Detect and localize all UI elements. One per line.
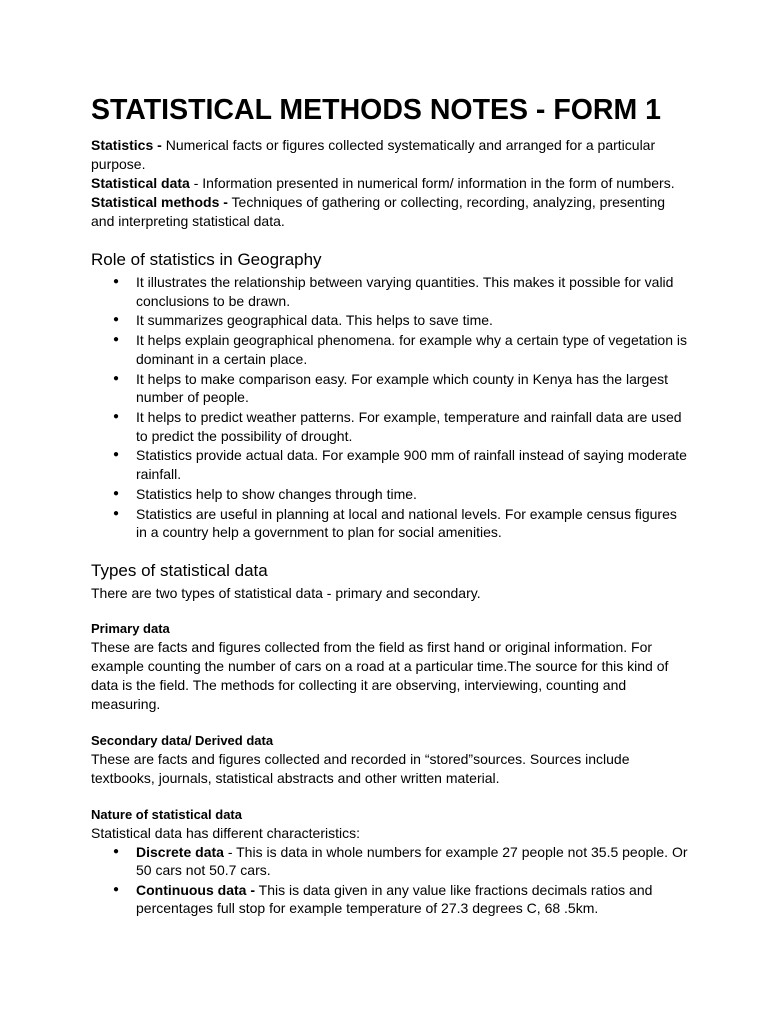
list-item: ● It helps to predict weather patterns. For example, temperature and rainfall data are used to predict the possibility of drought. — [91, 408, 691, 445]
nature-term: Discrete data — [136, 843, 224, 860]
definition-term: Statistical data — [91, 175, 190, 191]
role-list — [91, 273, 691, 542]
definition-text: - Information presented in numerical form/ information in the form of numbers. — [189, 175, 675, 191]
definition-term: Statistics - — [91, 137, 162, 153]
secondary-data-heading: Secondary data/ Derived data — [91, 732, 274, 748]
list-item: ● Statistics help to show changes through time. — [91, 485, 691, 504]
nature-text: This is data given in any value like fractions decimals ratios and percentages full stop for example temperature of 27.3 degrees C, 68 .5km. — [136, 881, 653, 917]
secondary-data-text: These are facts and figures collected and recorded in “stored”sources. Sources include textbooks, journals, statistical abstracts and other written material. — [91, 750, 630, 786]
primary-data-heading: Primary data — [91, 620, 170, 636]
definition-text: Numerical facts or figures collected systematically and arranged for a particular purpose. — [91, 137, 656, 172]
types-section-heading: Types of statistical data — [91, 560, 268, 580]
document-title: STATISTICAL METHODS NOTES - FORM 1 — [91, 94, 661, 126]
definition-statistical-data — [91, 174, 691, 193]
primary-data-text: These are facts and figures collected from the field as first hand or original information. For example counting the number of cars on a road at a particular time.The source for this kind of data is the field. The methods for collecting it are observing, interviewing, counting and measuring. — [91, 638, 669, 712]
list-item: ● It illustrates the relationship between varying quantities. This makes it possible for valid conclusions to be drawn. — [91, 273, 691, 310]
nature-intro: Statistical data has different characteristics: — [91, 824, 360, 841]
list-item — [91, 881, 691, 918]
types-intro: There are two types of statistical data - primary and secondary. — [91, 584, 481, 601]
definition-statistical-methods — [91, 193, 691, 231]
nature-list — [91, 843, 691, 918]
definition-text: Techniques of gathering or collecting, recording, analyzing, presenting and interpreting statistical data. — [91, 194, 666, 229]
list-item: ● Statistics are useful in planning at local and national levels. For example census figures in a country help a government to plan for social amenities. — [91, 505, 691, 542]
list-item: ● It summarizes geographical data. This helps to save time. — [91, 311, 691, 330]
nature-term: Continuous data - — [136, 881, 255, 898]
definition-term: Statistical methods - — [91, 194, 228, 210]
role-section-heading: Role of statistics in Geography — [91, 250, 322, 269]
definition-statistics — [91, 136, 691, 174]
list-item: ● Statistics provide actual data. For example 900 mm of rainfall instead of saying moderate rainfall. — [91, 446, 691, 483]
nature-text: - This is data in whole numbers for example 27 people not 35.5 people. Or 50 cars not 50.7 cars. — [136, 843, 688, 879]
nature-heading: Nature of statistical data — [91, 806, 242, 822]
list-item: ● It helps to make comparison easy. For example which county in Kenya has the largest number of people. — [91, 370, 691, 407]
list-item — [91, 843, 691, 880]
list-item: ● It helps explain geographical phenomena. for example why a certain type of vegetation is dominant in a certain place. — [91, 331, 691, 368]
document-page — [91, 92, 691, 919]
